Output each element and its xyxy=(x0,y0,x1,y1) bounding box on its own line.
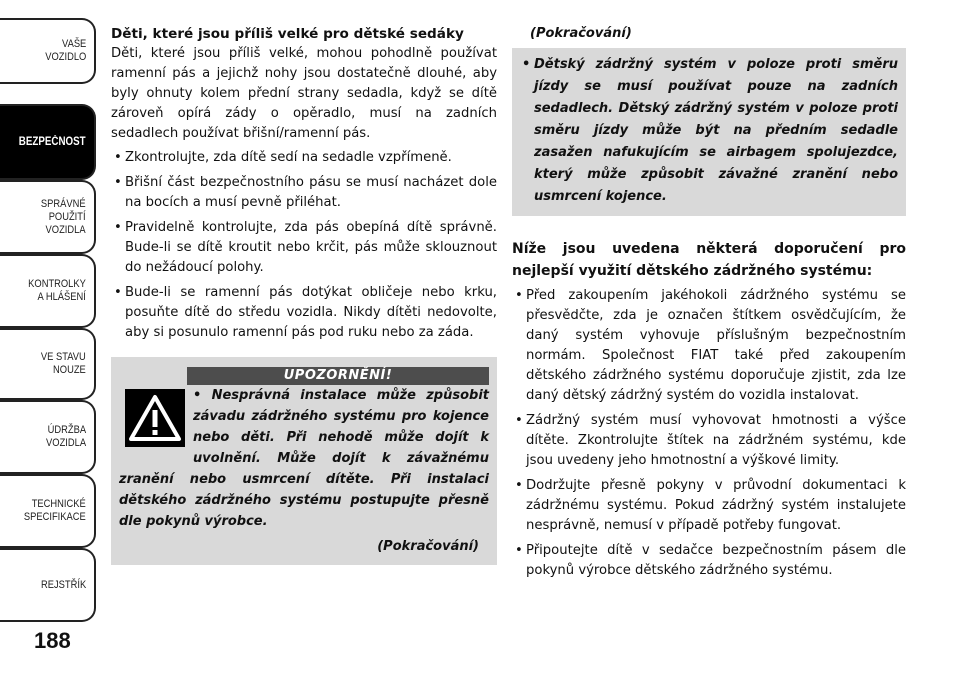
tab-label: VE STAVU NOUZE xyxy=(41,351,86,376)
tab-vase-vozidlo[interactable] xyxy=(0,18,96,84)
warning-box xyxy=(111,357,497,565)
list-item: • Dodržujte přesně pokyny v průvodní dokumentaci k zádržnému systému. Pokud zádržný systém instalujete nesprávně, nemusí v případě potřeby fungovat. xyxy=(512,476,906,536)
tab-label: BEZPEČNOST xyxy=(19,135,86,148)
tab-ve-stavu-nouze[interactable] xyxy=(0,328,96,400)
tab-udrzba-vozidla[interactable] xyxy=(0,400,96,474)
list-item: • Zkontrolujte, zda dítě sedí na sedadle vzpřímeně. xyxy=(111,148,497,168)
warning-text-continued: • Dětský zádržný systém v poloze proti směru jízdy se musí používat pouze na zadních sedadlech. Dětský zádržný systém v poloze proti směru jízdy může být na předním sedadle zasažen nafukujícím se airbagem spolujezdce, který může způsobit závažné zranění nebo usmrcení kojence. xyxy=(520,54,898,208)
tab-label: SPRÁVNÉ POUŽITÍ VOZIDLA xyxy=(41,197,86,236)
list-item: • Připoutejte dítě v sedačce bezpečnostním pásem dle pokynů výrobce dětského zádržného systému. xyxy=(512,541,906,581)
list-item: • Před zakoupením jakéhokoli zádržného systému se přesvědčte, zda je označen štítkem osvědčujícím, že daný systém vyhovuje příslušným bezpečnostním normám. Společnost FIAT také před zakoupením dětského zádržného systému doporučuje zjistit, zda lze daný dětský zádržný systém do vozidla instalovat. xyxy=(512,286,906,406)
continued-label-top: (Pokračování) xyxy=(530,26,632,41)
warning-text: • Nesprávná instalace může způsobit závadu zádržného systému pro kojence nebo děti. Při nehodě může dojít k uvolnění. Může dojít k závažnému zranění nebo usmrcení dítěte. Při instalaci dětského zádržného systému postupujte přesně dle pokynů výrobce. xyxy=(119,388,489,529)
tab-rejstrik[interactable] xyxy=(0,548,96,622)
tab-spravne-pouziti-vozidla[interactable] xyxy=(0,180,96,254)
list-item: • Zádržný systém musí vyhovovat hmotnosti a výšce dítěte. Zkontrolujte štítek na zádržném systému, kde jsou uvedeny jeho hmotnostní a výškové limity. xyxy=(512,411,906,471)
list-item: • Břišní část bezpečnostního pásu se musí nacházet dole na bocích a musí pevně přiléhat. xyxy=(111,173,497,213)
tab-label: ÚDRŽBA VOZIDLA xyxy=(45,424,86,449)
tab-bezpecnost[interactable] xyxy=(0,104,96,180)
bullet-list xyxy=(111,148,497,343)
left-column xyxy=(111,24,497,565)
continued-label: (Pokračování) xyxy=(377,539,479,554)
tab-label: VAŠE VOZIDLO xyxy=(44,38,86,63)
section-heading: Děti, které jsou příliš velké pro dětské sedáky xyxy=(111,26,464,42)
list-item: • Bude-li se ramenní pás dotýkat obličeje nebo krku, posuňte dítě do středu vozidla. Nikdy dítěti nedovolte, aby si posunulo ramenní pás pod ruku nebo za záda. xyxy=(111,283,497,343)
tab-label: KONTROLKY A HLÁŠENÍ xyxy=(28,278,86,303)
warning-triangle-icon xyxy=(125,389,185,447)
tab-label: REJSTŘÍK xyxy=(40,578,86,591)
tab-kontrolky-a-hlaseni[interactable] xyxy=(0,254,96,328)
tab-label: TECHNICKÉ SPECIFIKACE xyxy=(24,498,86,523)
recommendations-heading: Níže jsou uvedena některá doporučení pro nejlepší využití dětského zádržného systému: xyxy=(512,241,906,279)
right-column xyxy=(512,24,906,586)
intro-paragraph: Děti, které jsou příliš velké, mohou pohodlně používat ramenní pás a jejichž nohy jsou dostatečně dlouhé, aby byly ohnuty kolem přední strany sedadla, když se dítě zároveň opírá zády o opěradlo, musí na zadních sedadlech používat břišní/ramenní pás. xyxy=(111,46,497,141)
recommendations-list xyxy=(512,286,906,581)
list-item: • Pravidelně kontrolujte, zda pás obepíná dítě správně. Bude-li se dítě kroutit nebo krčit, pás může sklouznout do nežádoucí polohy. xyxy=(111,218,497,278)
warning-box-continued xyxy=(512,48,906,216)
page-number: 188 xyxy=(34,628,71,653)
warning-title: UPOZORNĚNÍ! xyxy=(187,367,489,385)
tab-technicke-specifikace[interactable] xyxy=(0,474,96,548)
chapter-sidebar xyxy=(0,0,100,678)
